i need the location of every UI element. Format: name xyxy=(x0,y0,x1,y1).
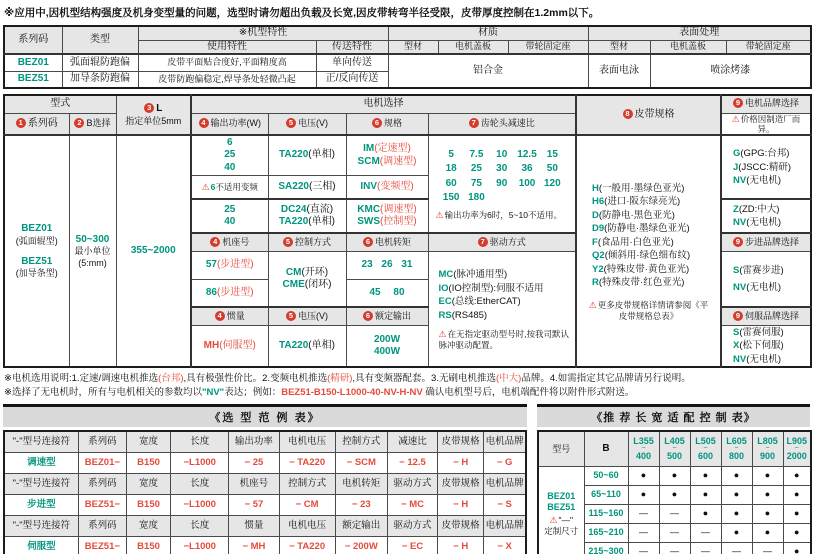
fit-cell: ● xyxy=(783,466,811,485)
notes-block xyxy=(3,372,810,400)
torque-86-cell: 45 80 xyxy=(346,279,428,307)
fit-cell: — xyxy=(659,504,690,523)
num-7-icon: 7 xyxy=(469,118,479,128)
th-belt-spec: 8 皮带规格 xyxy=(576,95,721,135)
selection-example-table xyxy=(3,430,527,554)
fit-cell: ● xyxy=(752,504,783,523)
th-spec: 6 规格 xyxy=(346,113,428,135)
series-overview-table xyxy=(3,25,812,89)
ex-cell: −L1000 xyxy=(171,536,229,554)
power-dc-cell: 25 40 xyxy=(191,199,268,233)
ex-h1-ratio: 减速比 xyxy=(387,431,437,452)
ex-h1-length: 长度 xyxy=(171,431,229,452)
th-servo-brand: 9 伺服品牌选择 xyxy=(721,307,811,325)
th-voltage: 5 电压(V) xyxy=(268,113,346,135)
ex-cell: − G xyxy=(484,452,526,473)
ex-cell: − H xyxy=(438,536,484,554)
num-9-icon: 9 xyxy=(733,311,743,321)
fit-table-title: 《推 荐 长 宽 适 配 控 制 表》 xyxy=(537,404,810,427)
fit-cell: ● xyxy=(721,485,752,504)
ex-cell: − TA220 xyxy=(279,536,335,554)
ex-cell: − H xyxy=(438,494,484,515)
spec-im-scm-cell: IM(定速型) SCM(调速型) xyxy=(346,135,428,175)
fit-cell: ● xyxy=(721,466,752,485)
num-8-icon: 8 xyxy=(623,109,633,119)
fit-cell: — xyxy=(659,523,690,542)
ex-cell: BEZ51− xyxy=(78,536,126,554)
th-length-code: L xyxy=(156,103,163,115)
th-material: 材质 xyxy=(388,26,588,40)
ex-cell: −L1000 xyxy=(171,452,229,473)
th-gear-ratio: 7 齿轮头减速比 xyxy=(428,113,576,135)
num-6-icon: 6 xyxy=(363,237,373,247)
ex-cell: − 200W xyxy=(335,536,387,554)
surface-profile-value: 表面电泳 xyxy=(588,54,650,88)
motor-selection-note: ※电机选用说明:1.定速/调速电机推选(台邦),具有极强性价比。2.变频电机推选(精研),具有变频器配套。3.无刷电机推选(中大)品牌。4.如需指定其它品牌请另行说明。 xyxy=(4,373,691,385)
gear-ratio-cell: 5 7.5 10 12.5 15 18 25 30 36 50 60 75 90 100 120 150 180 ⚠输出功率为6时，5~10不适用。 xyxy=(428,135,576,233)
ex-cell: − TA220 xyxy=(279,452,335,473)
transfer-bez01: 单向传送 xyxy=(316,54,388,71)
ex-h3-brand: 电机品牌 xyxy=(484,515,526,536)
num-5-icon: 5 xyxy=(283,237,293,247)
fit-th-l505-600: L505 ~ 600 xyxy=(690,431,721,466)
ex-h1-control: 控制方式 xyxy=(335,431,387,452)
th-pulley-seat: 带轮固定座 xyxy=(508,40,588,54)
ex-cell: − SCM xyxy=(335,452,387,473)
ex-h3-voltage: 电机电压 xyxy=(279,515,335,536)
ex-cell: B150 xyxy=(126,452,170,473)
ex-cell: − X xyxy=(484,536,526,554)
th-model-features: ※机型特性 xyxy=(138,26,388,40)
belt-warning: ⚠更多皮带规格详情请参阅《平皮带规格总表》 xyxy=(588,299,709,321)
series-cell: BEZ01 (弧面辊型) BEZ51 (加导条型) xyxy=(4,135,69,367)
ex-h1-belt: 皮带规格 xyxy=(438,431,484,452)
ex-h2-belt: 皮带规格 xyxy=(438,473,484,494)
ex-h2-drive: 驱动方式 xyxy=(387,473,437,494)
ex-h3-belt: 皮带规格 xyxy=(438,515,484,536)
top-usage-note: ※应用中,因机型结构强度及机身变型量的问题，选型时请勿超出负载及长宽,因皮带转弯半径受限，皮带厚度控制在1.2mm以下。 xyxy=(4,7,600,19)
ex-h2-length: 长度 xyxy=(171,473,229,494)
type-bez51: 加导条防跑偏 xyxy=(62,71,138,88)
fit-cell: ● xyxy=(783,542,811,554)
fit-cell: ● xyxy=(690,466,721,485)
ex-h3-width: 宽度 xyxy=(126,515,170,536)
inertia-mh-cell: MH(伺服型) xyxy=(191,325,268,367)
power-ac-cell: 6 25 40 xyxy=(191,135,268,175)
example-section xyxy=(3,404,527,554)
voltage-dc-cell: DC24(直流) TA220(单相) xyxy=(268,199,346,233)
fit-cell: ● xyxy=(628,466,659,485)
torque-57-cell: 23 26 31 xyxy=(346,251,428,279)
num-4-icon: 4 xyxy=(215,311,225,321)
use-feature-bez51: 皮带防跑偏稳定,焊导条处轻微凸起 xyxy=(138,71,316,88)
th-motor-brand: 9 电机品牌选择 xyxy=(721,95,811,113)
fit-cell: ● xyxy=(690,485,721,504)
ex-h3-inertia: 惯量 xyxy=(229,515,279,536)
th-model-form: 型式 xyxy=(4,95,116,113)
length-width-fit-table xyxy=(537,430,812,554)
brand-stepper-cell: S(雷赛步进) NV(无电机) xyxy=(721,251,811,307)
ex-h2-connector: "-"型号连接符 xyxy=(4,473,78,494)
num-9-icon: 9 xyxy=(733,98,743,108)
power-warning-cell: ⚠6不适用变频 xyxy=(191,175,268,199)
material-value: 铝合金 xyxy=(388,54,588,88)
num-9-icon: 9 xyxy=(733,237,743,247)
frame-57-cell: 57(步进型) xyxy=(191,251,268,279)
th-motor-cover: 电机盖板 xyxy=(438,40,508,54)
warning-icon: ⚠ xyxy=(588,299,597,310)
fit-cell: ● xyxy=(752,485,783,504)
type-bez01: 弧面辊防跑偏 xyxy=(62,54,138,71)
belt-spec-cell: H(一般用·墨绿色亚光) H6(进口·阪东绿亮光) D(防静电·黑色亚光) D9(防静电·墨绿色亚光) F(食品用·白色亚光) Q2(倾斜用·绿色细布纹) Y2(特殊皮带·黄色亚光) R(特殊皮带·红色亚光) ⚠更多皮带规格详情请参阅《平皮带规格总表》 xyxy=(576,135,721,367)
gear-warning: ⚠输出功率为6时，5~10不适用。 xyxy=(435,209,562,220)
num-4-icon: 4 xyxy=(199,118,209,128)
ex-h1-series: 系列码 xyxy=(78,431,126,452)
th-frame-size: 4 机座号 xyxy=(191,233,268,251)
fit-cell: ● xyxy=(752,523,783,542)
fit-cell: ● xyxy=(783,485,811,504)
ex-h3-drive: 驱动方式 xyxy=(387,515,437,536)
ex-h3-rated: 额定输出 xyxy=(335,515,387,536)
no-motor-note: ※选择了无电机时，所有与电机相关的参数均以"NV"表达；例如：BEZ51-B150-L1000-40-NV-H-NV 确认电机型号后，电机端配件将以附件形式附送。 xyxy=(4,387,635,399)
voltage-servo-cell: TA220(单相) xyxy=(268,325,346,367)
fit-cell: ● xyxy=(752,466,783,485)
ex-h2-control: 控制方式 xyxy=(279,473,335,494)
ex-r2-label: 步进型 xyxy=(4,494,78,515)
num-3-icon: 3 xyxy=(144,103,154,113)
ex-cell: BEZ01− xyxy=(78,452,126,473)
th-inertia: 4 惯量 xyxy=(191,307,268,325)
fit-b-range: 65~110 xyxy=(584,485,628,504)
num-7-icon: 7 xyxy=(478,237,488,247)
brand-price-warning: ⚠价格因制造厂而异。 xyxy=(721,113,811,135)
fit-cell: — xyxy=(628,504,659,523)
ex-cell: BEZ51− xyxy=(78,494,126,515)
fit-cell: ● xyxy=(659,485,690,504)
th-profile: 型材 xyxy=(388,40,438,54)
th-series-code: 系列码 xyxy=(4,26,62,54)
th-series: 1 系列码 xyxy=(4,113,69,135)
ex-cell: − MH xyxy=(229,536,279,554)
th-control-mode: 5 控制方式 xyxy=(268,233,346,251)
fit-th-l905-2000: L905 ~ 2000 xyxy=(783,431,811,466)
ex-r3-label: 伺服型 xyxy=(4,536,78,554)
fit-cell: — xyxy=(752,542,783,554)
drive-warning: ⚠在无指定驱动型号时,按我司默认脉冲驱动配置。 xyxy=(438,329,569,351)
frame-86-cell: 86(步进型) xyxy=(191,279,268,307)
fit-th-l405-500: L405 ~ 500 xyxy=(659,431,690,466)
num-2-icon: 2 xyxy=(74,118,84,128)
fit-cell: — xyxy=(628,542,659,554)
ex-cell: − CM xyxy=(279,494,335,515)
ex-h2-width: 宽度 xyxy=(126,473,170,494)
ex-h1-connector: "-"型号连接符 xyxy=(4,431,78,452)
fit-th-b: B xyxy=(584,431,628,466)
fit-cell: — xyxy=(690,523,721,542)
fit-th-model: 型号 xyxy=(538,431,584,466)
model-selection-table xyxy=(3,94,812,368)
fit-th-l605-800: L605 ~ 800 xyxy=(721,431,752,466)
th-motor-selection: 电机选择 xyxy=(191,95,576,113)
brand-dc-cell: Z(ZD:中大) NV(无电机) xyxy=(721,199,811,233)
ex-h2-frame: 机座号 xyxy=(229,473,279,494)
ex-cell: − 57 xyxy=(229,494,279,515)
ex-cell: B150 xyxy=(126,536,170,554)
fit-cell: ● xyxy=(721,523,752,542)
fit-b-range: 215~300 xyxy=(584,542,628,554)
series-code-bez51: BEZ51 xyxy=(4,71,62,88)
use-feature-bez01: 皮带平面贴合度好,平面精度高 xyxy=(138,54,316,71)
ex-h3-connector: "-"型号连接符 xyxy=(4,515,78,536)
th-type: 类型 xyxy=(62,26,138,54)
warning-icon: ⚠ xyxy=(435,209,444,220)
control-mode-cell: CM(开环) CME(闭环) xyxy=(268,251,346,307)
fit-cell: ● xyxy=(628,485,659,504)
th-length xyxy=(116,95,191,135)
num-6-icon: 6 xyxy=(363,311,373,321)
ex-h1-width: 宽度 xyxy=(126,431,170,452)
ex-h1-brand: 电机品牌 xyxy=(484,431,526,452)
th-drive-mode: 7 驱动方式 xyxy=(428,233,576,251)
fit-b-range: 115~160 xyxy=(584,504,628,523)
th-surface-treatment: 表面处理 xyxy=(588,26,811,40)
num-1-icon: 1 xyxy=(16,118,26,128)
ex-h1-power: 输出功率 xyxy=(229,431,279,452)
fit-cell: ● xyxy=(690,504,721,523)
ex-cell: − 23 xyxy=(335,494,387,515)
num-6-icon: 6 xyxy=(372,118,382,128)
b-range-cell: 50~300 最小单位 (5:mm) xyxy=(69,135,116,367)
ex-cell: − 12.5 xyxy=(387,452,437,473)
ex-cell: − 25 xyxy=(229,452,279,473)
ex-cell: B150 xyxy=(126,494,170,515)
fit-cell: — xyxy=(659,542,690,554)
ex-r1-label: 调速型 xyxy=(4,452,78,473)
th-profile-2: 型材 xyxy=(588,40,650,54)
ex-cell: − MC xyxy=(387,494,437,515)
fit-b-range: 165~210 xyxy=(584,523,628,542)
voltage-ta220-cell: TA220(单相) xyxy=(268,135,346,175)
th-transfer-feature: 传送特性 xyxy=(316,40,388,54)
spec-kmc-sws-cell: KMC(调速型) SWS(控制型) xyxy=(346,199,428,233)
brand-servo-cell: S(雷赛伺服) X(松下伺服) NV(无电机) xyxy=(721,325,811,367)
th-pulley-seat-2: 带轮固定座 xyxy=(726,40,811,54)
warning-icon: ⚠ xyxy=(438,329,447,340)
th-length-unit: 指定单位5mm xyxy=(125,115,182,126)
voltage-sa220-cell: SA220(三相) xyxy=(268,175,346,199)
fit-cell: — xyxy=(628,523,659,542)
fit-section xyxy=(537,404,810,554)
ex-h3-length: 长度 xyxy=(171,515,229,536)
fit-th-l805-900: L805 ~ 900 xyxy=(752,431,783,466)
fit-model-cell: BEZ01 BEZ51 ⚠"—" 定制尺寸 xyxy=(538,466,584,554)
th-motor-cover-2: 电机盖板 xyxy=(650,40,726,54)
ex-h2-series: 系列码 xyxy=(78,473,126,494)
brand-ac-cell: G(GPG:台邦) J(JSCC:精研) NV(无电机) xyxy=(721,135,811,199)
rated-output-cell: 200W 400W xyxy=(346,325,428,367)
l-range-cell: 355~2000 xyxy=(116,135,191,367)
ex-h1-voltage: 电机电压 xyxy=(279,431,335,452)
fit-cell: ● xyxy=(721,504,752,523)
spec-inv-cell: INV(变频型) xyxy=(346,175,428,199)
ex-h2-torque: 电机转矩 xyxy=(335,473,387,494)
th-stepper-brand: 9 步进品牌选择 xyxy=(721,233,811,251)
drive-mode-cell: MC(脉冲通用型) IO(IO控制型):伺服不适用 EC(总线:EtherCAT) RS(RS485) ⚠在无指定驱动型号时,按我司默认脉冲驱动配置。 xyxy=(428,251,576,367)
warning-icon: ⚠ xyxy=(201,181,210,192)
ex-cell: − H xyxy=(438,452,484,473)
fit-cell: ● xyxy=(783,523,811,542)
num-5-icon: 5 xyxy=(286,118,296,128)
th-output-power: 4 输出功率(W) xyxy=(191,113,268,135)
th-b-select: 2 B选择 xyxy=(69,113,116,135)
surface-paint-value: 喷涂烤漆 xyxy=(650,54,811,88)
ex-cell: − EC xyxy=(387,536,437,554)
th-motor-torque: 6 电机转矩 xyxy=(346,233,428,251)
ex-cell: − S xyxy=(484,494,526,515)
ex-cell: −L1000 xyxy=(171,494,229,515)
transfer-bez51: 正/反向传送 xyxy=(316,71,388,88)
series-code-bez01: BEZ01 xyxy=(4,54,62,71)
th-voltage-servo: 5 电压(V) xyxy=(268,307,346,325)
num-4-icon: 4 xyxy=(210,237,220,247)
fit-cell: ● xyxy=(659,466,690,485)
fit-cell: ● xyxy=(783,504,811,523)
th-rated-output: 6 额定输出 xyxy=(346,307,428,325)
ex-h3-series: 系列码 xyxy=(78,515,126,536)
fit-th-l355-400: L355 ~ 400 xyxy=(628,431,659,466)
example-table-title: 《选 型 范 例 表》 xyxy=(3,404,527,427)
fit-cell: — xyxy=(721,542,752,554)
num-5-icon: 5 xyxy=(286,311,296,321)
warning-icon: ⚠ xyxy=(731,113,740,124)
warning-icon: ⚠ xyxy=(549,515,558,526)
th-use-feature: 使用特性 xyxy=(138,40,316,54)
fit-b-range: 50~60 xyxy=(584,466,628,485)
ex-h2-brand: 电机品牌 xyxy=(484,473,526,494)
fit-cell: — xyxy=(690,542,721,554)
